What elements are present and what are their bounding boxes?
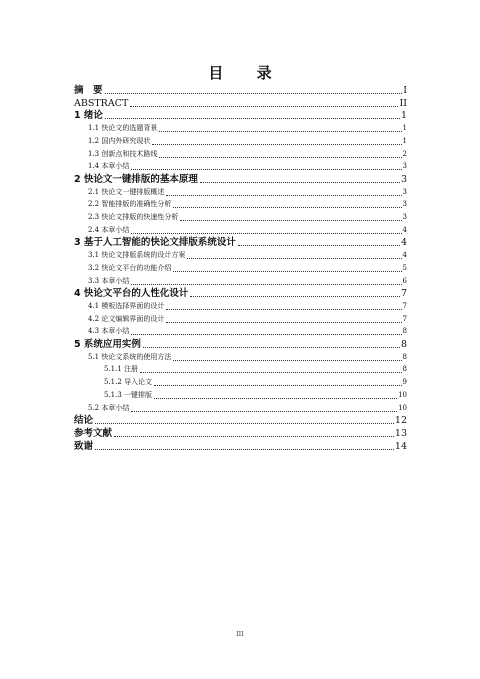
toc-entry[interactable] [74,173,407,185]
toc-leader-dots [173,206,401,208]
toc-entry[interactable] [88,186,407,198]
toc-leader-dots [180,219,401,221]
toc-entry-page: 9 [402,378,407,387]
toc-entry-label: 3 基于人工智能的快论文排版系统设计 [74,237,236,249]
toc-entry-page: 14 [394,440,407,452]
toc-leader-dots [159,156,401,158]
toc-entry-page: 12 [394,415,407,427]
toc-entry[interactable] [88,325,407,337]
toc-entry-label: 摘 要 [74,85,103,96]
toc-entry-label: 4.2 论文编辑界面的设计 [88,314,165,323]
toc-leader-dots [238,244,400,246]
toc-entry-page: 8 [402,352,407,361]
toc-leader-dots [173,359,401,361]
toc-leader-dots [190,295,400,297]
toc-entry-page: 6 [402,276,407,285]
toc-entry-page: 10 [398,403,407,412]
toc-entry-page: 8 [402,365,407,374]
toc-entry[interactable] [74,84,407,96]
toc-entry-page: 1 [400,110,407,122]
toc-entry-page: 3 [402,213,407,221]
toc-entry[interactable] [88,262,407,274]
toc-entry[interactable] [104,363,407,375]
toc-entry-page: 7 [402,301,407,310]
toc-leader-dots [140,371,401,373]
toc-entry[interactable] [88,135,407,147]
toc-entry-page: 8 [402,327,407,336]
toc-entry-label: 1.1 快论文的选题背景 [88,124,158,133]
toc-entry-label: 1.4 本章小结 [88,162,130,171]
toc-entry[interactable] [74,109,407,121]
toc-entry-page: 4 [400,237,407,249]
toc-entry[interactable] [74,414,407,426]
toc-entry-page: 7 [400,288,407,300]
toc-entry-label: 5.2 本章小结 [88,403,130,412]
toc-entry-page: 8 [400,339,407,350]
toc-leader-dots [131,232,401,234]
toc-entry-label: 4.1 模板选择界面的设计 [88,301,165,310]
toc-entry-label: 2.3 快论文排版的快速性分析 [88,213,179,221]
toc-entry-label: 3.2 快论文平台的功能介绍 [88,263,172,272]
toc-entry-page: II [399,97,407,109]
toc-entry[interactable] [74,440,407,452]
toc-leader-dots [131,168,401,170]
toc-entry[interactable] [88,160,407,172]
toc-entry-page: 2 [402,149,407,158]
toc-entry-page: 3 [400,173,407,185]
toc-entry-page: I [403,85,407,96]
toc-entry[interactable] [74,236,407,248]
toc-entry-label: 5 系统应用实例 [74,339,141,350]
toc-entry-label: 5.1.1 注册 [104,365,139,374]
toc-entry-label: 2 快论文一键排版的基本原理 [74,173,198,185]
toc-entry[interactable] [88,402,407,414]
toc-entry[interactable] [88,198,407,210]
toc-entry-page: 1 [402,124,407,133]
page-title: 目 录 [208,64,286,82]
toc-leader-dots [159,130,401,132]
toc-entry-page: 1 [402,136,407,145]
toc-entry-page: 10 [398,390,407,399]
toc-entry[interactable] [74,338,407,350]
toc-leader-dots [130,105,398,107]
toc-entry-label: 参考文献 [74,427,113,439]
toc-leader-dots [154,397,397,399]
toc-leader-dots [152,143,401,145]
toc-entry[interactable] [88,224,407,236]
toc-entry[interactable] [104,376,407,388]
toc-entry[interactable] [74,97,407,109]
toc-leader-dots [166,321,401,323]
toc-entry-page: 3 [402,162,407,171]
toc-leader-dots [105,117,400,119]
page-number: III [236,631,244,638]
toc-entry[interactable] [88,313,407,325]
toc-entry-label: 致谢 [74,440,94,452]
toc-entry-label: 1 绪论 [74,110,103,122]
toc-leader-dots [187,257,401,259]
toc-entry-label: 2.2 智能排版的准确性分析 [88,200,172,209]
toc-entry-label: 5.1 快论文系统的使用方法 [88,352,172,361]
toc-leader-dots [95,422,394,424]
toc-entry-page: 4 [402,251,407,260]
toc-entry-label: 1.2 国内外研究现状 [88,136,151,145]
toc-entry-page: 4 [402,225,407,234]
toc-leader-dots [105,92,403,94]
toc-entry-label: 2.1 快论文一键排版概述 [88,187,165,196]
toc-entry[interactable] [88,275,407,287]
toc-entry[interactable] [88,211,407,223]
toc-leader-dots [114,435,394,437]
toc-entry[interactable] [88,351,407,363]
toc-entry-label: 结论 [74,415,94,427]
toc-entry[interactable] [88,300,407,312]
toc-leader-dots [95,448,394,450]
toc-leader-dots [154,384,401,386]
toc-entry-label: 3.3 本章小结 [88,276,130,285]
toc-entry-label: ABSTRACT [74,97,129,109]
toc-entry-page: 3 [402,200,407,209]
toc-entry[interactable] [104,389,407,401]
toc-leader-dots [166,308,401,310]
toc-leader-dots [166,194,401,196]
toc-entry[interactable] [74,287,407,299]
toc-entry-page: 13 [394,427,407,439]
toc-entry-page: 7 [402,314,407,323]
toc-leader-dots [143,346,400,348]
toc-entry-label: 1.3 创新点和技术路线 [88,149,158,158]
toc-entry[interactable] [74,427,407,439]
toc-entry[interactable] [88,148,407,160]
toc-entry[interactable] [88,249,407,261]
toc-leader-dots [131,283,401,285]
toc-leader-dots [131,410,397,412]
toc-leader-dots [131,333,401,335]
toc-entry-label: 5.1.3 一键排版 [104,390,153,399]
toc-entry-page: 5 [402,263,407,272]
toc-entry-label: 3.1 快论文排版系统的设计方案 [88,251,186,260]
toc-entry-page: 3 [402,187,407,196]
toc-leader-dots [173,270,401,272]
toc-entry[interactable] [88,122,407,134]
toc-leader-dots [200,181,400,183]
toc-entry-label: 4.3 本章小结 [88,327,130,336]
toc-entry-label: 2.4 本章小结 [88,225,130,234]
toc-entry-label: 4 快论文平台的人性化设计 [74,288,189,300]
toc-entry-label: 5.1.2 导入论文 [104,378,153,387]
